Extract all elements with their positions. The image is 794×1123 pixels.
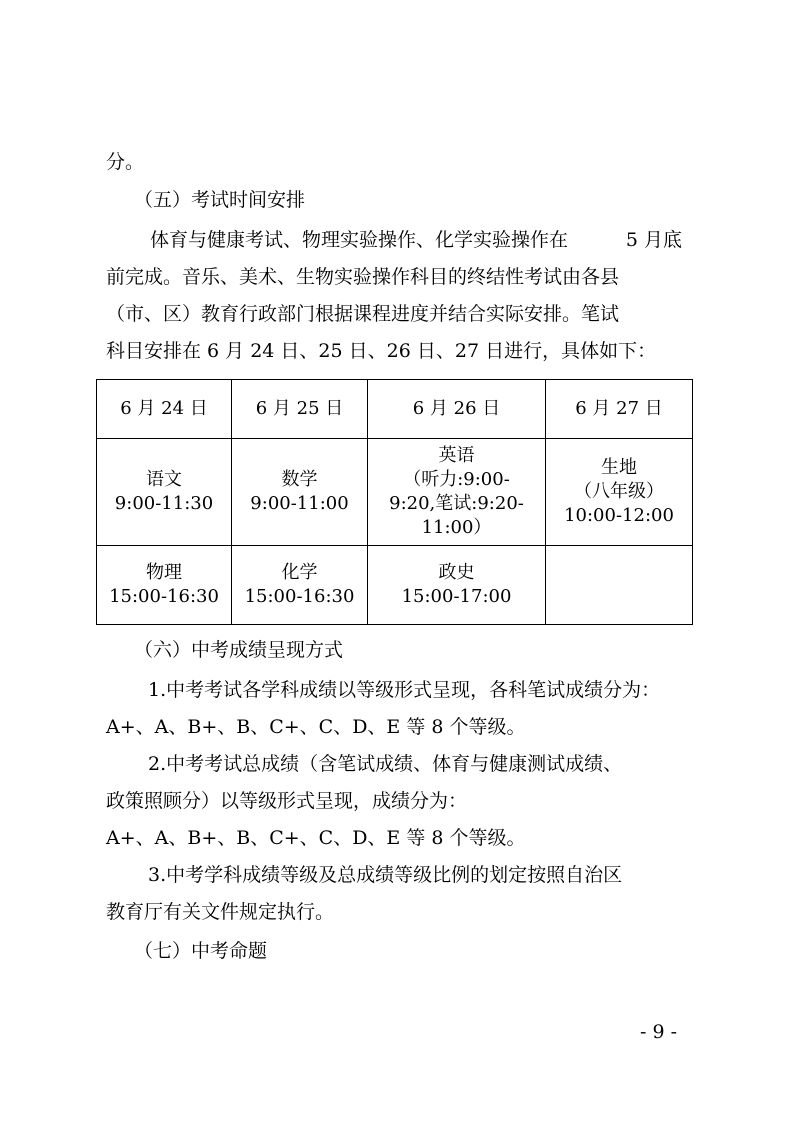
table-cell	[368, 546, 546, 625]
subject-name: 生地	[601, 457, 637, 478]
subject-name: 英语	[438, 445, 475, 466]
table-header-cell: 6 月 25 日	[232, 380, 368, 439]
table-cell	[97, 439, 232, 546]
exam-time: 15:00-16:30	[109, 586, 219, 607]
table-cell	[97, 546, 232, 625]
paragraph-continuation: 分。	[106, 151, 145, 173]
section-6-heading: （六）中考成绩呈现方式	[134, 639, 344, 661]
table-header-cell: 6 月 26 日	[368, 380, 546, 439]
section-5-heading: （五）考试时间安排	[134, 189, 306, 211]
table-row	[97, 439, 693, 546]
exam-time: 11:00）	[421, 517, 492, 538]
table-header-cell: 6 月 27 日	[546, 380, 693, 439]
subject-name: 政史	[438, 562, 475, 583]
paragraph-schedule-line-3: （市、区）教育行政部门根据课程进度并结合实际安排。笔试	[106, 303, 620, 325]
exam-time: 15:00-16:30	[244, 586, 355, 607]
grade-item-1-line-1: 1.中考考试各学科成绩以等级形式呈现，各科笔试成绩分为：	[148, 679, 661, 701]
page-number: - 9 -	[640, 1021, 678, 1043]
grade-item-2-line-3: A+、A、B+、B、C+、C、D、E 等 8 个等级。	[106, 827, 526, 849]
paragraph-schedule-line-2: 前完成。音乐、美术、生物实验操作科目的终结性考试由各县	[106, 266, 620, 288]
subject-name: 数学	[281, 469, 318, 490]
grade-item-2-line-1: 2.中考考试总成绩（含笔试成绩、体育与健康测试成绩、	[148, 753, 623, 775]
exam-time: 15:00-17:00	[401, 586, 512, 607]
subject-name: 化学	[281, 562, 318, 583]
table-cell	[232, 546, 368, 625]
table-header-cell: 6 月 24 日	[97, 380, 232, 439]
paragraph-schedule-line-1	[150, 228, 682, 252]
exam-schedule-table	[96, 379, 693, 625]
table-cell	[368, 439, 546, 546]
exam-time: 9:20,笔试:9:20-	[389, 493, 524, 514]
section-7-heading: （七）中考命题	[134, 940, 268, 962]
grade-item-3-line-2: 教育厅有关文件规定执行。	[106, 901, 335, 923]
exam-time: （听力:9:00-	[403, 469, 510, 490]
table-cell	[546, 439, 693, 546]
exam-time: 9:00-11:30	[114, 493, 214, 514]
grade-item-1-line-2: A+、A、B+、B、C+、C、D、E 等 8 个等级。	[106, 716, 526, 738]
schedule-text-1a: 体育与健康考试、物理实验操作、化学实验操作在	[150, 229, 569, 251]
subject-name: 语文	[146, 469, 182, 490]
grade-item-2-line-2: 政策照顾分）以等级形式呈现，成绩分为：	[106, 790, 468, 812]
table-header-row	[97, 380, 693, 439]
grade-item-3-line-1: 3.中考学科成绩等级及总成绩等级比例的划定按照自治区	[148, 864, 623, 886]
paragraph-schedule-line-4: 科目安排在 6 月 24 日、25 日、26 日、27 日进行，具体如下：	[106, 340, 657, 362]
schedule-text-1b: 5 月底	[625, 229, 682, 251]
table-cell	[232, 439, 368, 546]
exam-time: 9:00-11:00	[250, 493, 349, 514]
grade-note: （八年级）	[574, 481, 664, 502]
exam-time: 10:00-12:00	[564, 505, 674, 526]
table-cell-empty	[546, 546, 693, 625]
subject-name: 物理	[146, 562, 182, 583]
table-row	[97, 546, 693, 625]
